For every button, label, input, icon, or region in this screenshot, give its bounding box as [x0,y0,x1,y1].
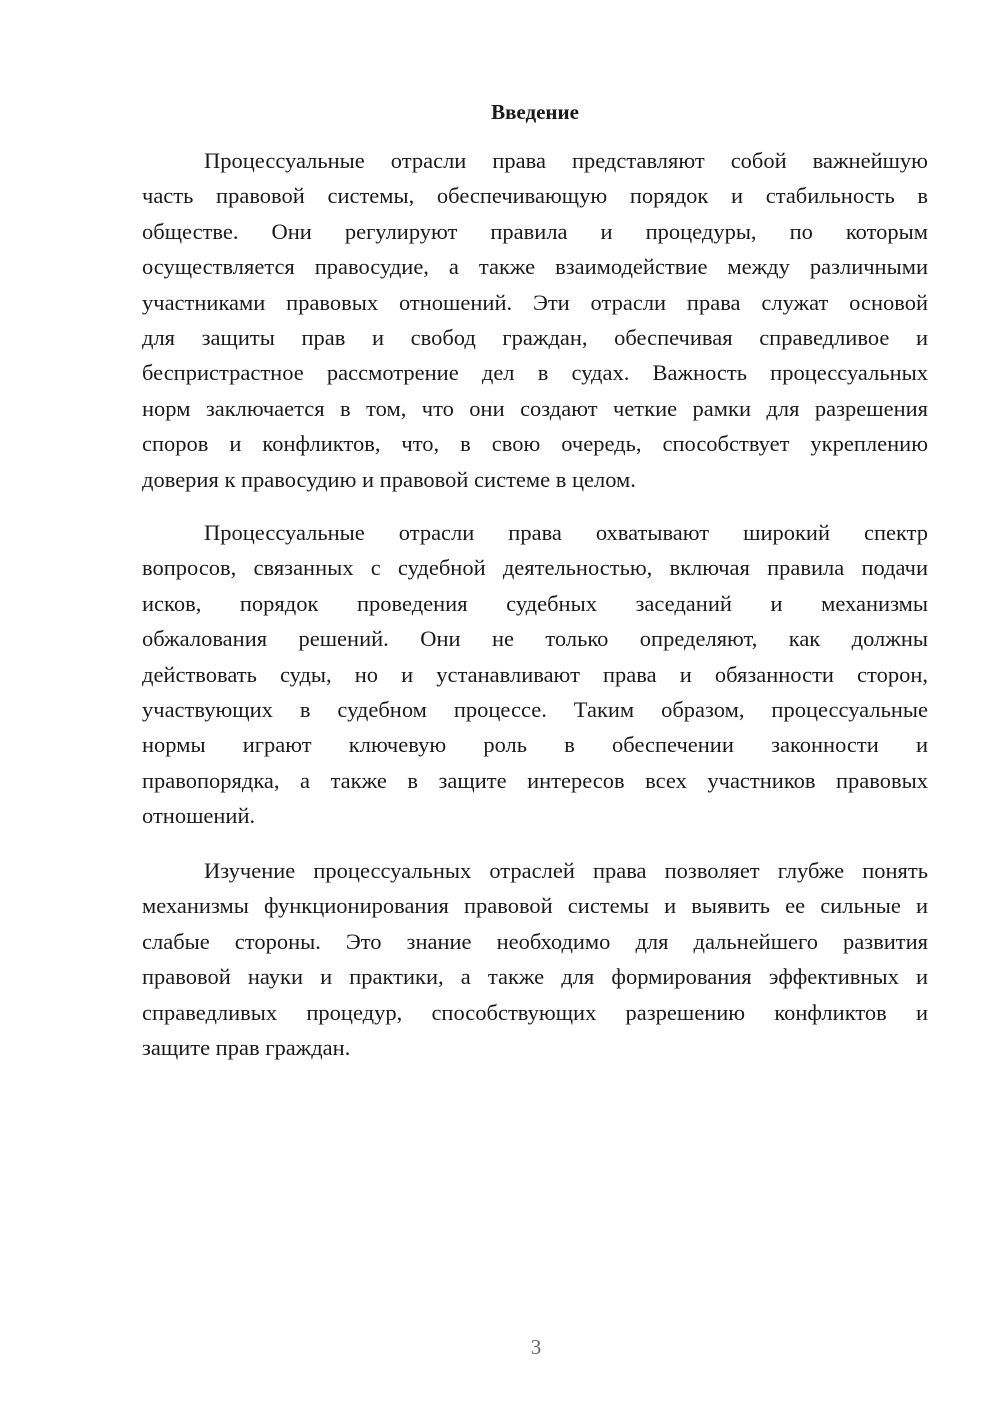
paragraph-line: защите прав граждан. [142,1034,351,1060]
paragraph-line: нормы играют ключевую роль в обеспечении законности и [142,732,928,758]
paragraph-line: доверия к правосудию и правовой системе в целом. [142,466,636,492]
paragraph-line: норм заключается в том, что они создают четкие рамки для разрешения [142,395,928,421]
paragraph-line: слабые стороны. Это знание необходимо для дальнейшего развития [142,928,928,954]
paragraph-line: Процессуальные отрасли права охватывают широкий спектр [204,520,928,545]
paragraph-2 [142,515,928,834]
paragraph-line: Изучение процессуальных отраслей права позволяет глубже понять [204,858,928,883]
page-number: 3 [530,1335,542,1359]
paragraph-line: обществе. Они регулируют правила и процедуры, по которым [142,218,928,244]
paragraph-line: действовать суды, но и устанавливают права и обязанности сторон, [142,661,928,687]
paragraph-3 [142,853,928,1065]
paragraph-line: участниками правовых отношений. Эти отрасли права служат основой [142,289,928,315]
paragraph-line: для защиты прав и свобод граждан, обеспечивая справедливое и [142,324,928,350]
section-title: Введение [491,100,579,124]
paragraph-line: справедливых процедур, способствующих разрешению конфликтов и [142,999,928,1025]
paragraph-1 [142,143,928,497]
paragraph-line: исков, порядок проведения судебных заседаний и механизмы [142,590,928,616]
paragraph-line: обжалования решений. Они не только определяют, как должны [142,626,928,652]
paragraph-line: беспристрастное рассмотрение дел в судах. Важность процессуальных [142,360,928,386]
paragraph-line: правовой науки и практики, а также для формирования эффективных и [142,964,928,990]
paragraph-line: вопросов, связанных с судебной деятельностью, включая правила подачи [142,555,928,581]
paragraph-line: Процессуальные отрасли права представляют собой важнейшую [204,148,928,173]
paragraph-line: часть правовой системы, обеспечивающую порядок и стабильность в [142,183,928,209]
paragraph-line: споров и конфликтов, что, в свою очередь, способствует укреплению [142,431,928,457]
paragraph-line: участвующих в судебном процессе. Таким образом, процессуальные [142,696,928,722]
paragraph-line: отношений. [142,803,256,829]
paragraph-line: осуществляется правосудие, а также взаимодействие между различными [142,254,928,280]
paragraph-line: правопорядка, а также в защите интересов всех участников правовых [142,767,928,793]
paragraph-line: механизмы функционирования правовой системы и выявить ее сильные и [142,893,928,919]
